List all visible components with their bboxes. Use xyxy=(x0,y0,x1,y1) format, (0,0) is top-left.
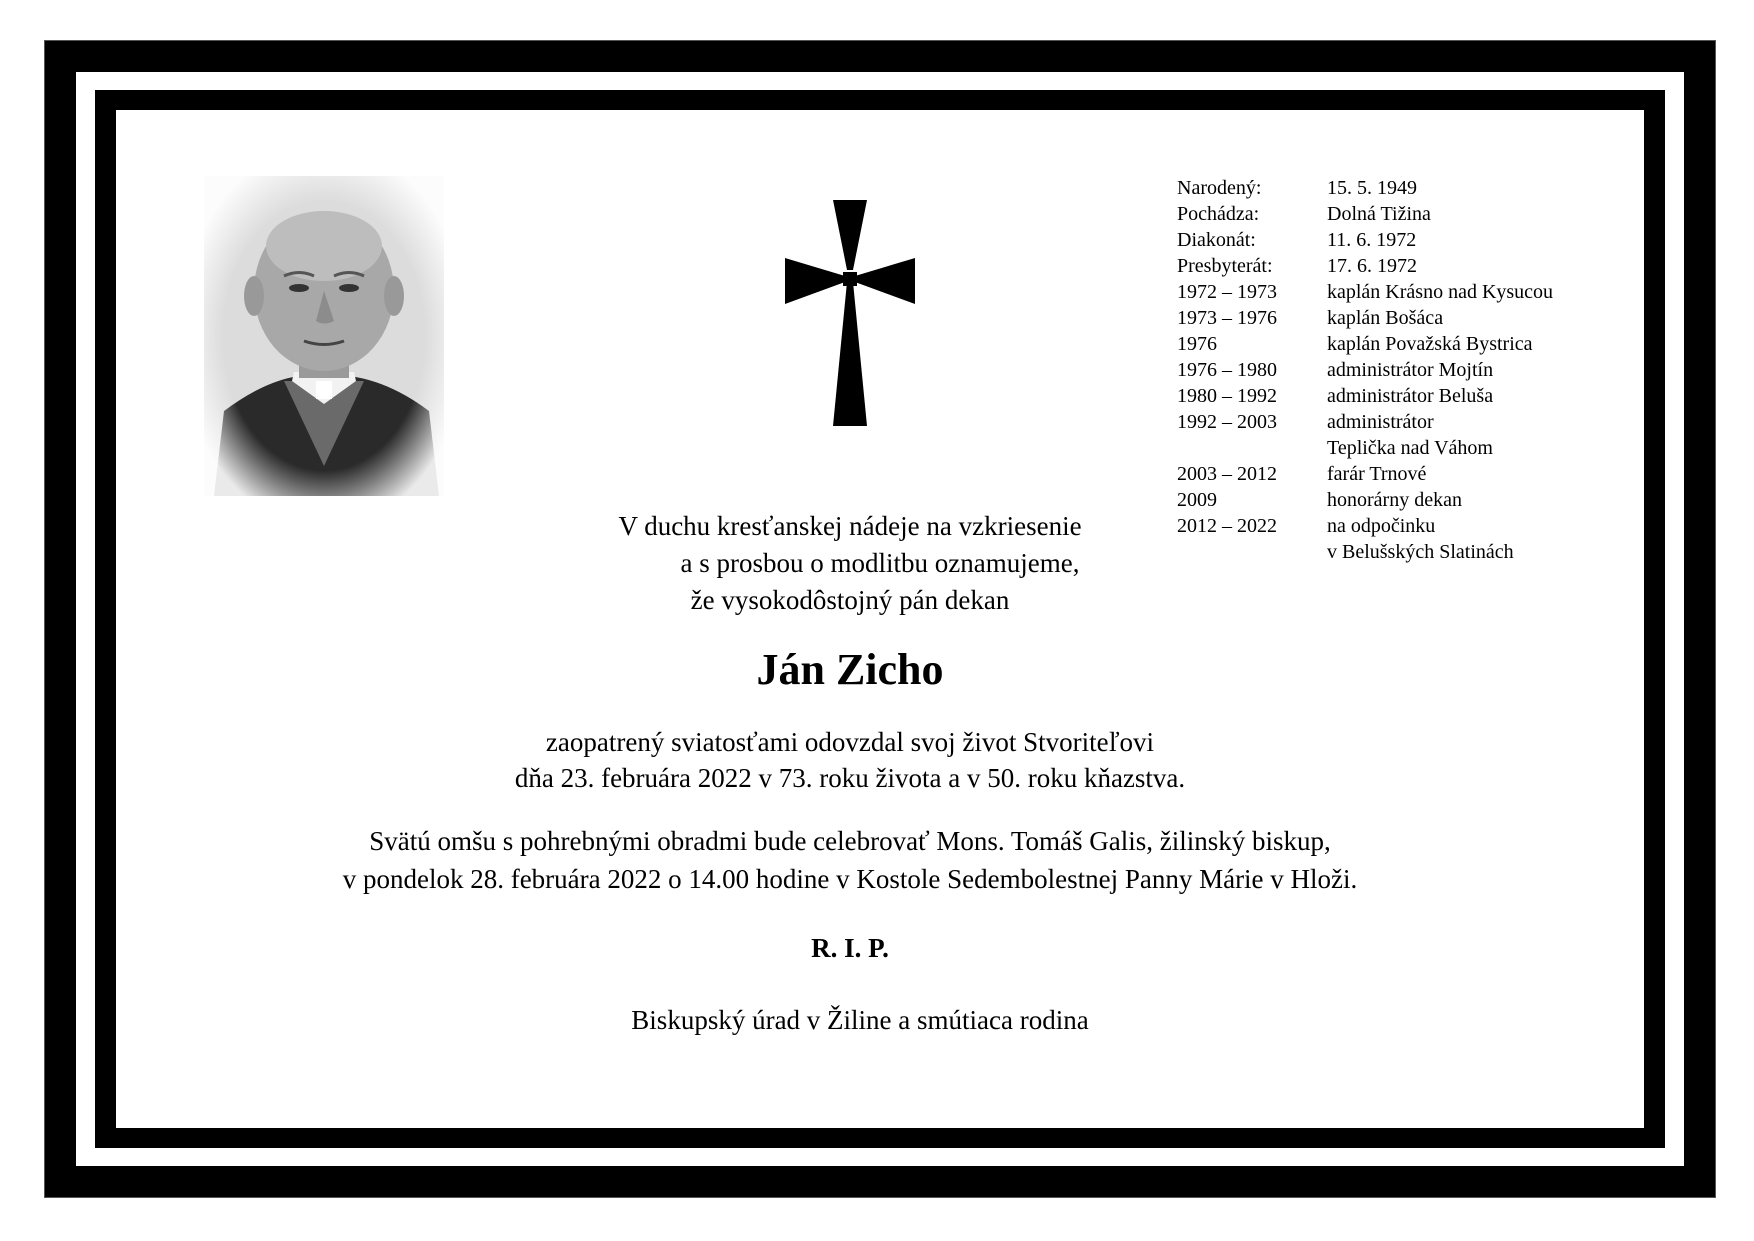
announcement-intro xyxy=(540,508,1160,619)
bio-value: 17. 6. 1972 xyxy=(1327,255,1417,277)
bio-row xyxy=(1177,253,1637,279)
bio-row xyxy=(1177,331,1637,357)
bio-row xyxy=(1177,513,1637,539)
bio-key: Presbyterát: xyxy=(1177,255,1273,277)
bio-value: administrátor Mojtín xyxy=(1327,359,1494,381)
bio-value: 15. 5. 1949 xyxy=(1327,177,1417,199)
bio-key: 1976 xyxy=(1177,333,1217,355)
intro-line: že vysokodôstojný pán dekan xyxy=(690,585,1010,615)
bio-key: 2009 xyxy=(1177,489,1217,511)
portrait-photo xyxy=(204,176,444,496)
mass-line: Svätú omšu s pohrebnými obradmi bude celebrovať Mons. Tomáš Galis, žilinský biskup, xyxy=(369,826,1331,856)
bio-value: na odpočinku xyxy=(1327,515,1436,537)
bio-key: Pochádza: xyxy=(1177,203,1260,225)
bio-key: Diakonát: xyxy=(1177,229,1256,251)
bio-row xyxy=(1177,305,1637,331)
intro-line: V duchu kresťanskej nádeje na vzkriesenie xyxy=(618,511,1082,541)
rip-text: R. I. P. xyxy=(811,933,889,963)
bio-value: 11. 6. 1972 xyxy=(1327,229,1417,251)
bio-value: honorárny dekan xyxy=(1327,489,1462,511)
bio-value: administrátor xyxy=(1327,411,1434,433)
bio-row xyxy=(1177,357,1637,383)
bio-key: 1980 – 1992 xyxy=(1177,385,1277,407)
bio-value: Teplička nad Váhom xyxy=(1327,437,1493,459)
bio-key: 1976 – 1980 xyxy=(1177,359,1277,381)
bio-key: 1972 – 1973 xyxy=(1177,281,1277,303)
bio-value: farár Trnové xyxy=(1327,463,1427,485)
bio-value: kaplán Bošáca xyxy=(1327,307,1444,329)
funeral-mass-notice xyxy=(180,822,1520,898)
cross-pattee-icon xyxy=(785,200,915,426)
bio-key: 2003 – 2012 xyxy=(1177,463,1277,485)
bio-key: 1973 – 1976 xyxy=(1177,307,1277,329)
death-notice xyxy=(340,724,1360,796)
bio-row xyxy=(1177,227,1637,253)
bio-key: 2012 – 2022 xyxy=(1177,515,1277,537)
bio-key: 1992 – 2003 xyxy=(1177,411,1277,433)
bio-row xyxy=(1177,201,1637,227)
bio-row xyxy=(1177,539,1637,565)
bio-row xyxy=(1177,461,1637,487)
bio-row xyxy=(1177,175,1637,201)
bio-value: administrátor Beluša xyxy=(1327,385,1494,407)
death-line: dňa 23. februára 2022 v 73. roku života a v 50. roku kňazstva. xyxy=(514,763,1186,793)
deceased-name: Ján Zicho xyxy=(756,645,944,694)
bio-row xyxy=(1177,383,1637,409)
bio-key xyxy=(1177,539,1327,565)
bio-row xyxy=(1177,279,1637,305)
intro-line: a s prosbou o modlitbu oznamujeme, xyxy=(680,548,1080,578)
bio-row xyxy=(1177,435,1637,461)
bio-value: v Belušských Slatinách xyxy=(1327,541,1514,563)
bio-value: kaplán Považská Bystrica xyxy=(1327,333,1533,355)
bio-row xyxy=(1177,487,1637,513)
bio-value: kaplán Krásno nad Kysucou xyxy=(1327,281,1554,303)
biography-list xyxy=(1177,175,1637,565)
bio-key: Narodený: xyxy=(1177,177,1262,199)
mass-line: v pondelok 28. februára 2022 o 14.00 hodine v Kostole Sedembolestnej Panny Márie v Hloži. xyxy=(342,864,1358,894)
bio-key xyxy=(1177,435,1327,461)
death-line: zaopatrený sviatosťami odovzdal svoj život Stvoriteľovi xyxy=(545,727,1155,757)
signoff-text: Biskupský úrad v Žiline a smútiaca rodina xyxy=(631,1005,1089,1035)
bio-value: Dolná Tižina xyxy=(1327,203,1431,225)
bio-row xyxy=(1177,409,1637,435)
